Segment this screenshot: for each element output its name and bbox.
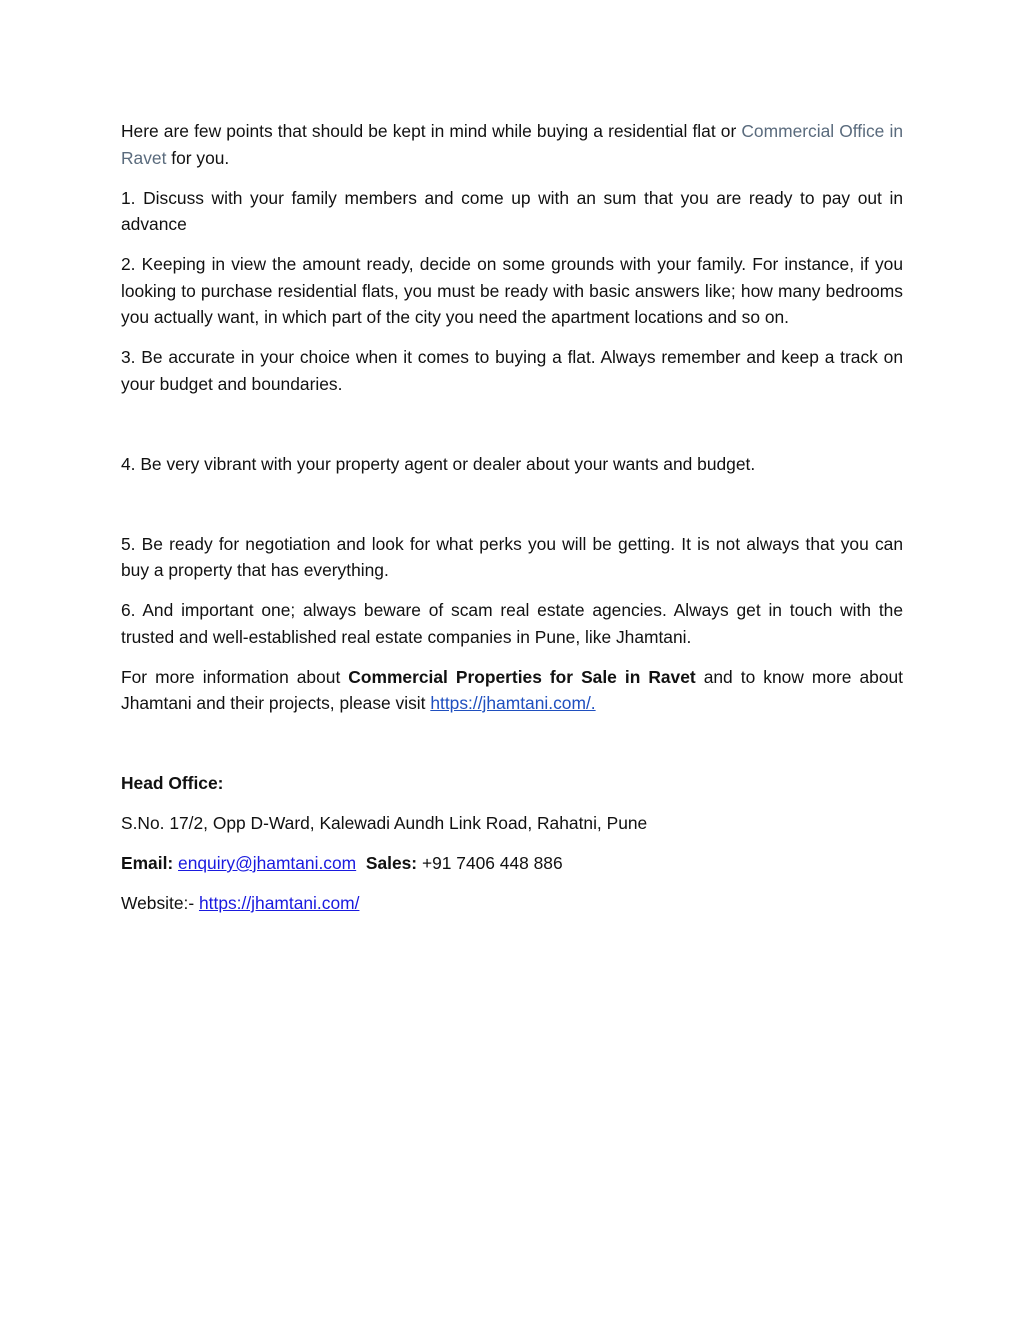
point-3: 3. Be accurate in your choice when it comes to buying a flat. Always remember and keep a track on your budget and boundaries. [121, 347, 903, 394]
head-office-heading [121, 770, 903, 797]
intro-text: Here are few points that should be kept in mind while buying a residential flat or [121, 121, 742, 141]
point-6: 6. And important one; always beware of scam real estate agencies. Always get in touch with the trusted and well-established real estate companies in Pune, like Jhamtani. [121, 600, 903, 647]
blank-line [121, 491, 903, 531]
address-line: S.No. 17/2, Opp D-Ward, Kalewadi Aundh Link Road, Rahatni, Pune [121, 813, 648, 833]
sales-phone: +91 7406 448 886 [421, 853, 563, 873]
point-2: 2. Keeping in view the amount ready, decide on some grounds with your family. For instance, if you looking to purchase residential flats, you must be ready with basic answers like; how many bedrooms you actually want, in which part of the city you need the apartment locations and so on. [121, 254, 903, 327]
point-4: 4. Be very vibrant with your property agent or dealer about your wants and budget. [121, 453, 756, 474]
more-info-text: For more information about [121, 666, 349, 687]
point-5: 5. Be ready for negotiation and look for what perks you will be getting. It is not always that you can buy a property that has everything. [121, 533, 903, 580]
head-office-label: Head Office: [121, 773, 224, 793]
email-link[interactable]: enquiry@jhamtani.com [178, 853, 357, 873]
sales-label: Sales: [365, 853, 418, 873]
website-line [121, 890, 903, 917]
intro-text-end: for you. [166, 147, 230, 168]
intro-paragraph [121, 118, 903, 171]
more-info-text-middle: and to know more about Jhamtani and their projects, please visit [121, 666, 904, 713]
commercial-properties-bold: Commercial Properties for Sale in Ravet [348, 666, 696, 687]
point-1: 1. Discuss with your family members and come up with an sum that you are ready to pay out in advance [121, 187, 903, 234]
document-page [121, 118, 903, 930]
website-link[interactable]: https://jhamtani.com/ [198, 893, 360, 913]
jhamtani-website-link[interactable]: https://jhamtani.com/. [430, 693, 596, 713]
email-label: Email: [121, 853, 174, 873]
blank-line [121, 411, 903, 451]
email-sales-line [121, 850, 903, 877]
commercial-office-ravet-text: Commercial Office in Ravet [121, 121, 903, 168]
blank-line [121, 730, 903, 770]
more-info-paragraph [121, 664, 903, 717]
website-label: Website:- [121, 893, 195, 913]
